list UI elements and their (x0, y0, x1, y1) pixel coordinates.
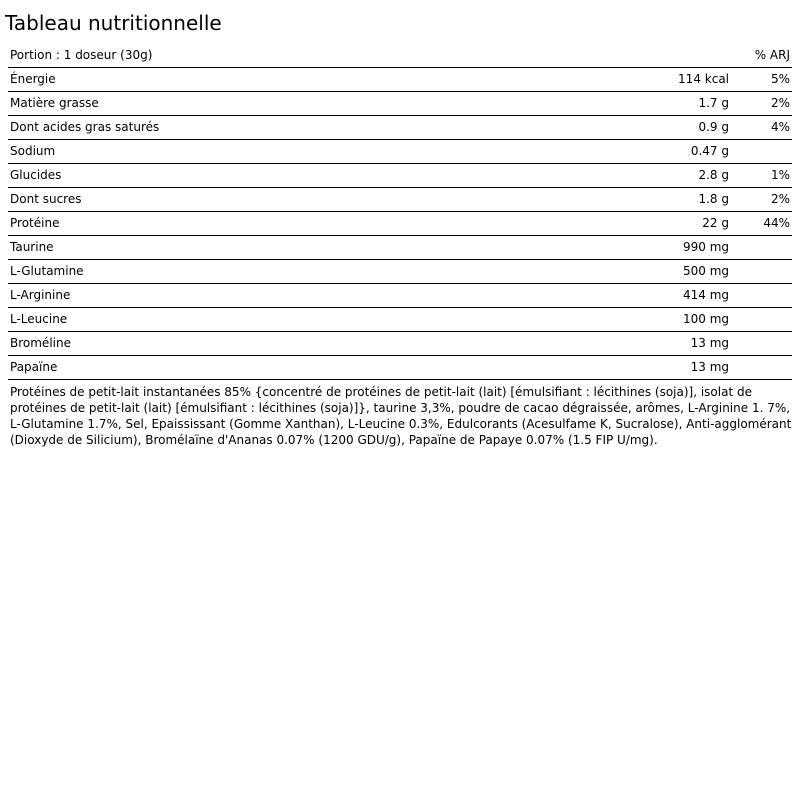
nutrient-pct: 1% (770, 168, 790, 182)
nutrient-pct (732, 307, 792, 331)
nutrient-pct (732, 259, 792, 283)
nutrient-amount: 0.9 g (698, 120, 729, 134)
nutrient-amount: 100 mg (682, 312, 729, 326)
table-row (8, 67, 792, 91)
nutrient-name: Matière grasse (10, 96, 99, 110)
nutrient-amount: 114 kcal (678, 72, 729, 86)
nutrient-name: Papaïne (10, 360, 58, 374)
nutrient-name: Protéine (10, 216, 60, 230)
nutrient-pct (732, 235, 792, 259)
page-title: Tableau nutritionnelle (5, 11, 222, 35)
nutrient-amount: 2.8 g (698, 168, 729, 182)
portion-header: Portion : 1 doseur (30g) (10, 47, 153, 62)
nutrient-name: Broméline (10, 336, 71, 350)
table-row (8, 259, 792, 283)
nutrient-name: L-Leucine (10, 312, 68, 326)
nutrient-pct: 2% (770, 192, 790, 206)
pct-header: % ARJ (754, 47, 790, 62)
nutrient-name: Sodium (10, 144, 56, 158)
nutrient-amount: 414 mg (682, 288, 729, 302)
table-row (8, 187, 792, 211)
nutrient-amount: 500 mg (682, 264, 729, 278)
nutrient-name: Taurine (10, 240, 54, 254)
table-row (8, 91, 792, 115)
nutrient-pct: 4% (770, 120, 790, 134)
nutrition-table (8, 43, 792, 380)
nutrient-pct (732, 355, 792, 379)
nutrient-pct (732, 331, 792, 355)
nutrient-amount: 13 mg (690, 360, 729, 374)
nutrient-pct: 44% (763, 216, 790, 230)
ingredients-text: Protéines de petit-lait instantanées 85% {concentré de protéines de petit-lait (lait) [émulsifiant : lécithines (soja)], isolat de protéines de petit-lait (lait) [émulsifiant : lécithines (soja)]}, taurine 3,3%, poudre de cacao dégraissée, arômes, L-Arginine 1. 7%, L-Glutamine 1.7%, Sel, Epaississant (Gomme Xanthan), L-Leucine 0.3%, Edulcorants (Acesulfame K, Sucralose), Anti-agglomérant (Dioxyde de Silicium), Bromélaïne d'Ananas 0.07% (1200 GDU/g), Papaïne de Papaye 0.07% (1.5 FIP U/mg). (10, 385, 792, 447)
nutrient-amount: 22 g (702, 216, 729, 230)
nutrient-name: Glucides (10, 168, 62, 182)
nutrient-name: Énergie (10, 72, 56, 86)
nutrient-pct (732, 139, 792, 163)
nutrient-amount: 1.8 g (698, 192, 729, 206)
nutrient-amount: 0.47 g (690, 144, 729, 158)
table-header-row (8, 43, 792, 67)
nutrient-amount: 1.7 g (698, 96, 729, 110)
nutrient-amount: 13 mg (690, 336, 729, 350)
table-row (8, 235, 792, 259)
nutrient-name: Dont sucres (10, 192, 82, 206)
nutrient-amount: 990 mg (682, 240, 729, 254)
nutrient-name: L-Glutamine (10, 264, 84, 278)
table-row (8, 139, 792, 163)
table-row (8, 163, 792, 187)
nutrient-pct: 2% (770, 96, 790, 110)
table-row (8, 283, 792, 307)
table-row (8, 355, 792, 379)
amount-header (568, 43, 732, 67)
table-row (8, 115, 792, 139)
nutrient-name: L-Arginine (10, 288, 71, 302)
nutrient-pct: 5% (770, 72, 790, 86)
table-row (8, 211, 792, 235)
table-row (8, 331, 792, 355)
nutrient-name: Dont acides gras saturés (10, 120, 160, 134)
nutrient-pct (732, 283, 792, 307)
table-row (8, 307, 792, 331)
